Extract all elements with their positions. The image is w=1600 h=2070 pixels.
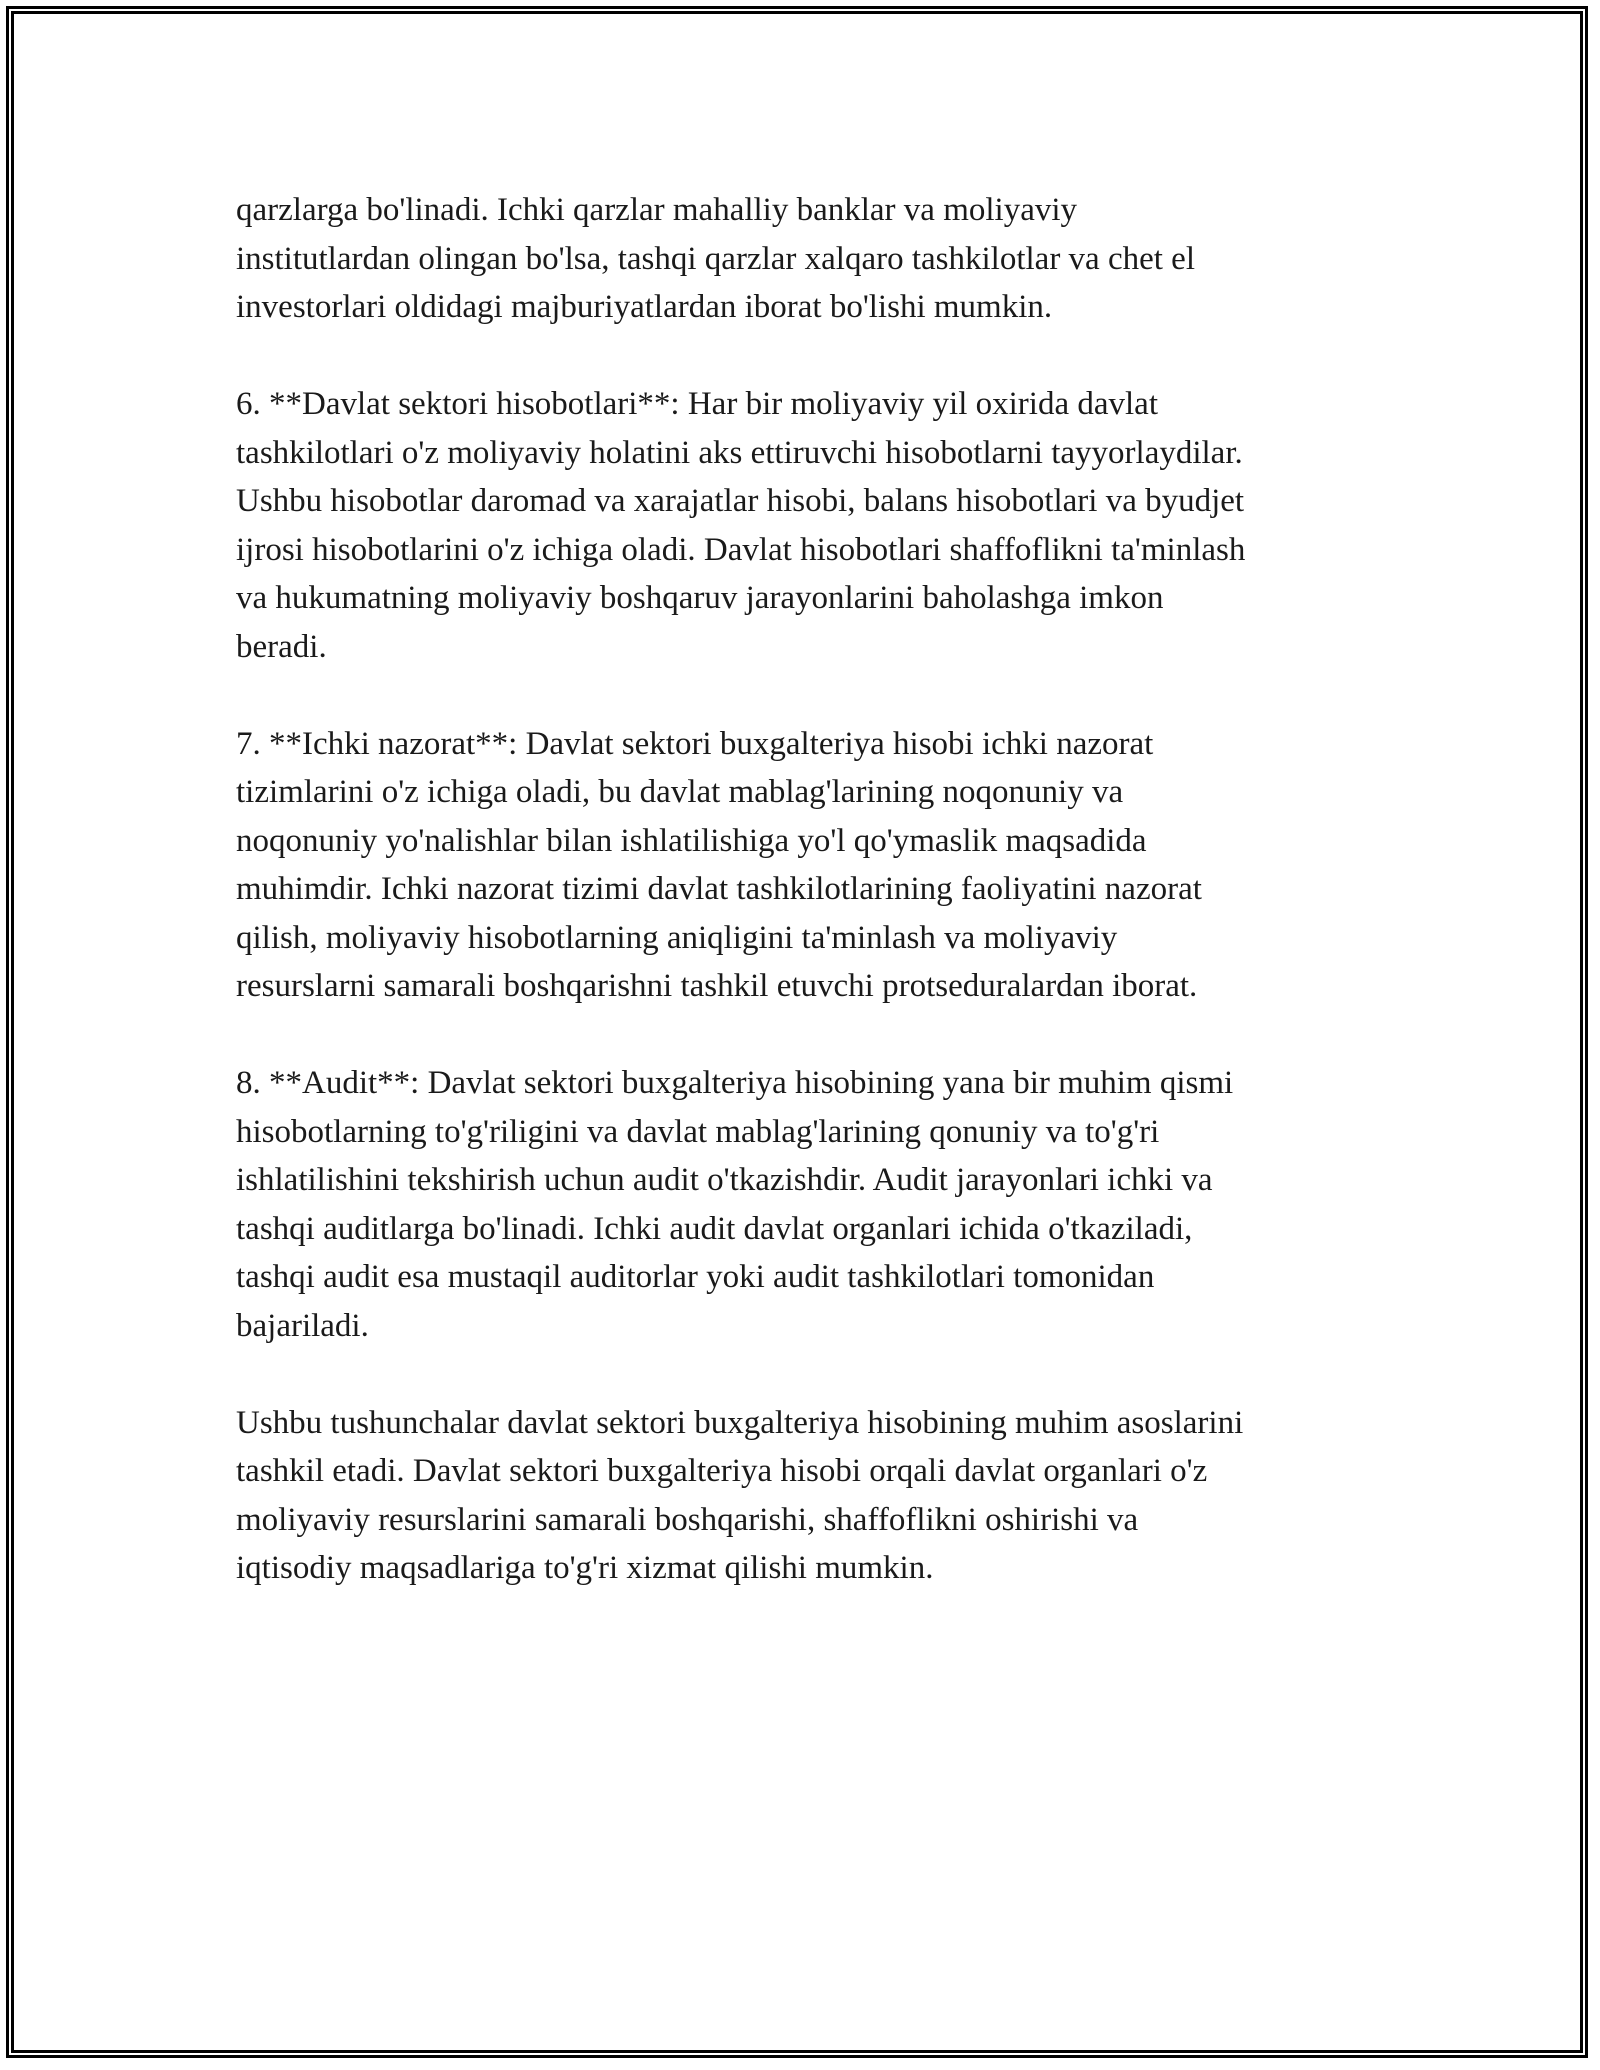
paragraph-audit: 8. **Audit**: Davlat sektori buxgalteriya hisobining yana bir muhim qismi hisobotlarning to'g'riligini va davlat mablag'larining qonuniy va to'g'ri ishlatilishini tekshirish uchun audit o'tkazishdir. Audit jarayonlari ichki va tashqi auditlarga bo'linadi. Ichki audit davlat organlari ichida o'tkaziladi, tashqi audit esa mustaqil auditorlar yoki audit tashkilotlari tomonidan bajariladi. [236,1065,1234,1344]
paragraph-public-sector-reports: 6. **Davlat sektori hisobotlari**: Har bir moliyaviy yil oxirida davlat tashkilotlari o'z moliyaviy holatini aks ettiruvchi hisobotlarni tayyorlaydilar. Ushbu hisobotlar daromad va xarajatlar hisobi, balans hisobotlari va byudjet ijrosi hisobotlarini o'z ichiga oladi. Davlat hisobotlari shaffoflikni ta'minlash va hukumatning moliyaviy boshqaruv jarayonlarini baholashga imkon beradi. [236,386,1246,665]
paragraph-debt-continuation: qarzlarga bo'linadi. Ichki qarzlar mahalliy banklar va moliyaviy institutlardan olingan bo'lsa, tashqi qarzlar xalqaro tashkilotlar va chet el investorlari oldidagi majburiyatlardan iborat bo'lishi mumkin. [236,192,1195,325]
document-body [236,186,1396,1641]
paragraph-internal-control: 7. **Ichki nazorat**: Davlat sektori buxgalteriya hisobi ichki nazorat tizimlarini o'z ichiga oladi, bu davlat mablag'larining noqonuniy va noqonuniy yo'nalishlar bilan ishlatilishiga yo'l qo'ymaslik maqsadida muhimdir. Ichki nazorat tizimi davlat tashkilotlarining faoliyatini nazorat qilish, moliyaviy hisobotlarning aniqligini ta'minlash va moliyaviy resurslarni samarali boshqarishni tashkil etuvchi protseduralardan iborat. [236,725,1202,1004]
paragraph-conclusion: Ushbu tushunchalar davlat sektori buxgalteriya hisobining muhim asoslarini tashkil etadi. Davlat sektori buxgalteriya hisobi orqali davlat organlari o'z moliyaviy resurslarini samarali boshqarishi, shaffoflikni oshirishi va iqtisodiy maqsadlariga to'g'ri xizmat qilishi mumkin. [236,1404,1244,1586]
